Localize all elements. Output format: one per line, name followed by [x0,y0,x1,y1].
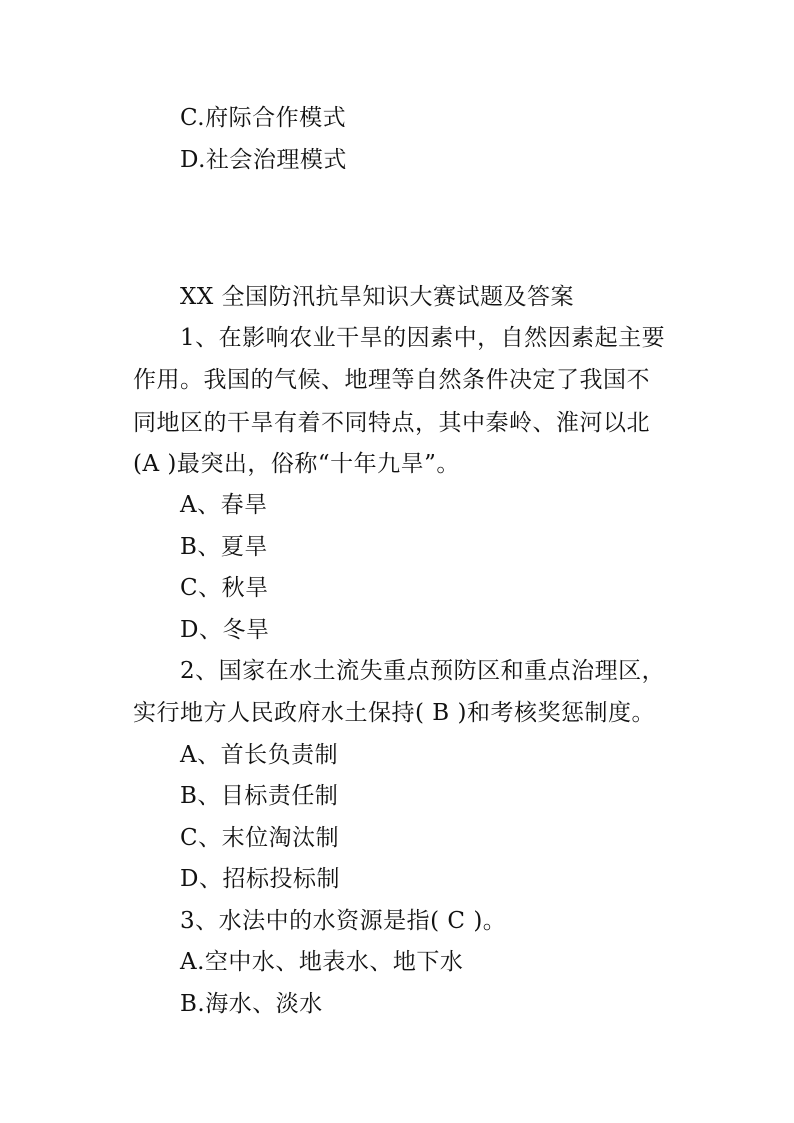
q1-option-a: A、春旱 [180,492,268,518]
q2-option-a: A、首长负责制 [180,742,339,768]
q1-option-b: B、夏旱 [180,534,268,560]
q1-line-2: 作用。我国的气候、地理等自然条件决定了我国不 [133,367,650,393]
document-title: XX 全国防汛抗旱知识大赛试题及答案 [180,284,575,310]
q1-line-4: (A )最突出，俗称“十年九旱”。 [133,451,460,477]
q2-line-2: 实行地方人民政府水土保持( B )和考核奖惩制度。 [133,700,655,726]
q2-option-c: C、末位淘汰制 [180,825,340,851]
option-d-prev: D.社会治理模式 [180,147,347,173]
q3-option-a: A.空中水、地表水、地下水 [180,949,464,975]
q1-option-c: C、秋旱 [180,575,269,601]
q3-line-1: 3、水法中的水资源是指( C )。 [180,908,507,934]
q1-line-1: 1、在影响农业干旱的因素中，自然因素起主要 [180,325,666,351]
q2-option-d: D、招标投标制 [180,866,340,892]
q2-line-1: 2、国家在水土流失重点预防区和重点治理区， [180,658,666,684]
q1-line-3: 同地区的干旱有着不同特点，其中秦岭、淮河以北 [133,410,650,436]
q2-option-b: B、目标责任制 [180,783,339,809]
q1-option-d: D、冬旱 [180,617,270,643]
option-c-prev: C.府际合作模式 [180,105,347,131]
q3-option-b: B.海水、淡水 [180,991,323,1017]
